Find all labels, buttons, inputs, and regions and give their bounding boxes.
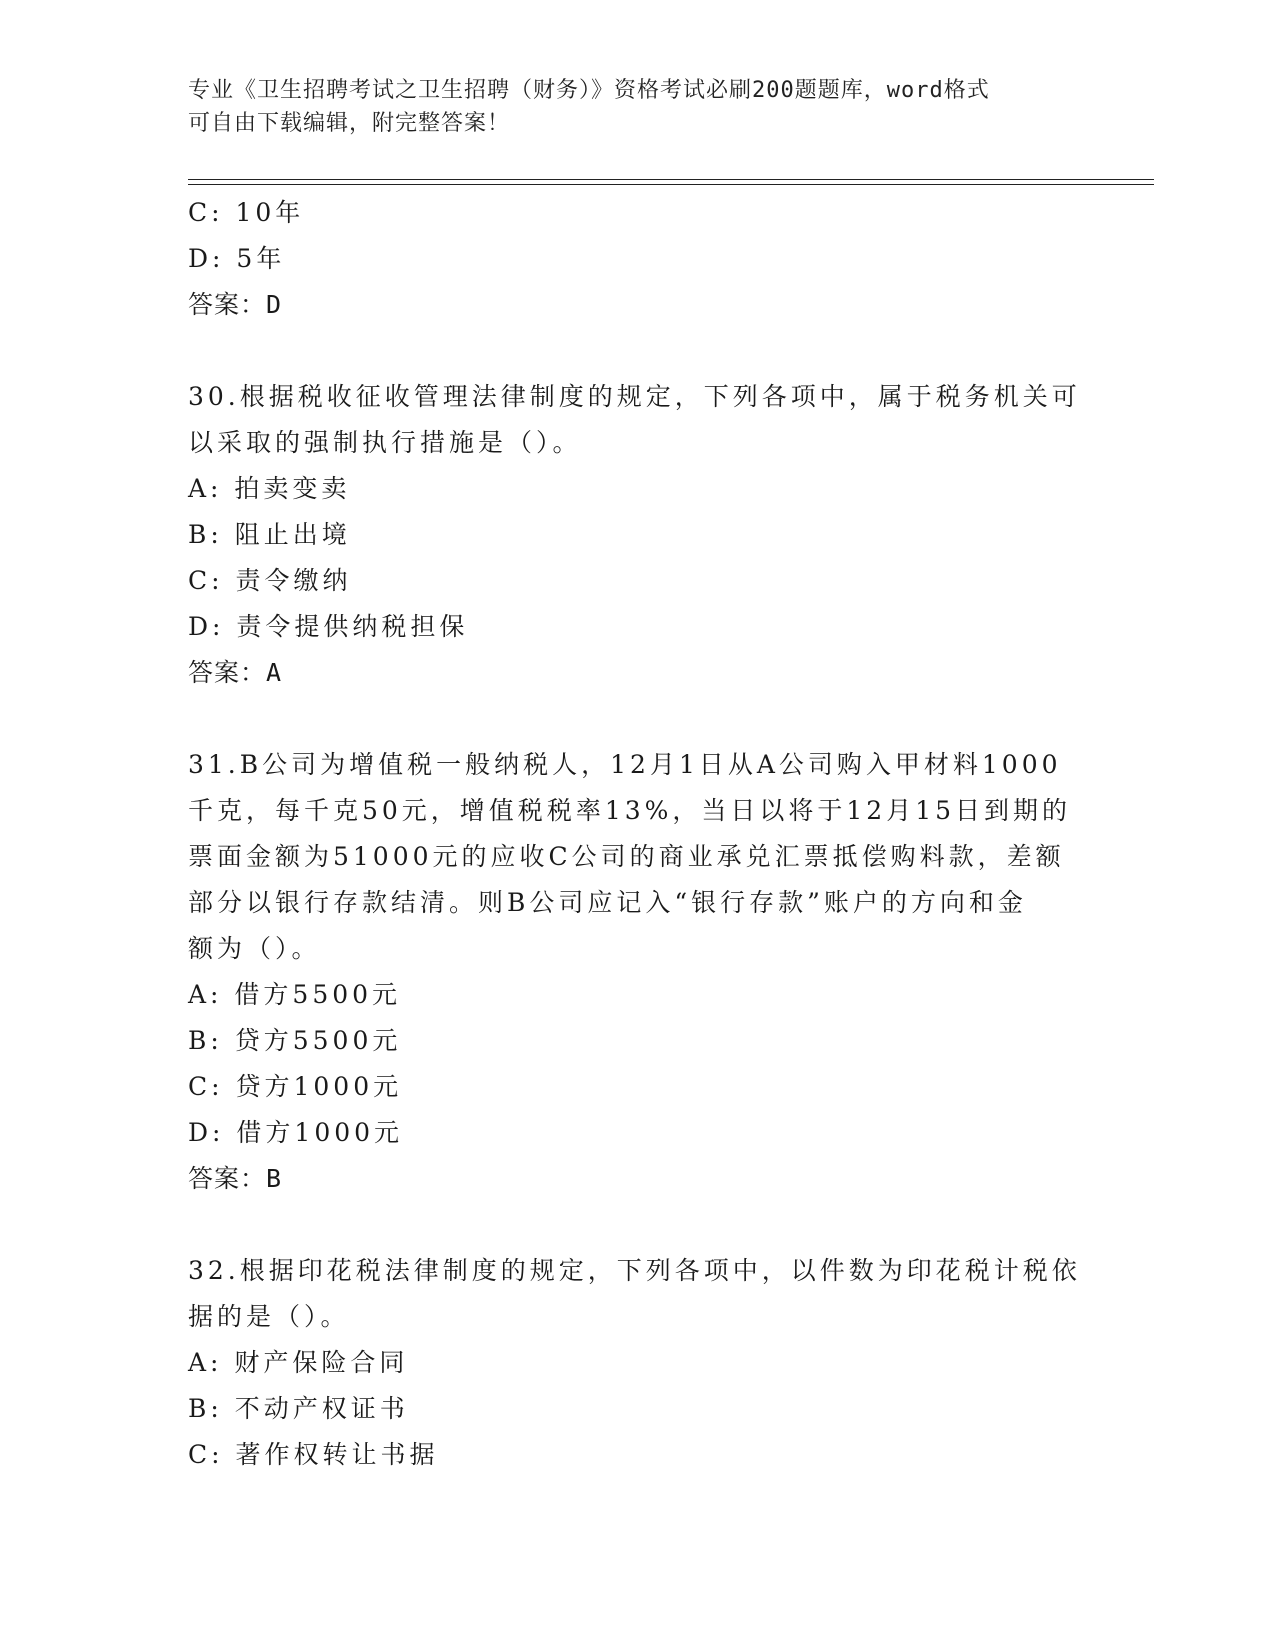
- header-title-line-2: 可自由下载编辑，附完整答案！: [188, 111, 511, 136]
- option-c: C: 责令缴纳: [188, 566, 352, 595]
- option-b: B: 贷方5500元: [188, 1026, 402, 1055]
- question-stem-line: 额为（）。: [188, 934, 321, 963]
- option-a: A: 借方5500元: [188, 980, 402, 1009]
- question-29-tail: [188, 190, 1088, 328]
- question-32: [188, 1248, 1088, 1478]
- answer-line: 答案：D: [188, 290, 283, 319]
- question-31: [188, 742, 1088, 1202]
- question-stem-line: 部分以银行存款结清。则B公司应记入“银行存款”账户的方向和金: [188, 888, 1027, 917]
- option-c: C: 著作权转让书据: [188, 1440, 439, 1469]
- spacer: [188, 328, 1088, 374]
- option-d: D: 5年: [188, 244, 286, 273]
- question-stem-line: 千克，每千克50元，增值税税率13%，当日以将于12月15日到期的: [188, 796, 1072, 825]
- option-d: D: 责令提供纳税担保: [188, 612, 469, 641]
- option-c: C: 10年: [188, 198, 305, 227]
- answer-line: 答案：B: [188, 1164, 283, 1193]
- header-divider-top: [188, 179, 1154, 180]
- option-d: D: 借方1000元: [188, 1118, 404, 1147]
- header-title-line-1: 专业《卫生招聘考试之卫生招聘（财务）》资格考试必刷200题题库，word格式: [188, 78, 990, 103]
- question-stem-line: 据的是（）。: [188, 1302, 350, 1331]
- option-a: A: 财产保险合同: [188, 1348, 409, 1377]
- question-30: [188, 374, 1088, 696]
- question-content: [188, 190, 1088, 1478]
- spacer: [188, 1202, 1088, 1248]
- question-stem-line: 票面金额为51000元的应收C公司的商业承兑汇票抵偿购料款，差额: [188, 842, 1065, 871]
- question-stem-line: 30.根据税收征收管理法律制度的规定，下列各项中，属于税务机关可: [188, 382, 1081, 411]
- option-c: C: 贷方1000元: [188, 1072, 403, 1101]
- question-stem-line: 32.根据印花税法律制度的规定，下列各项中，以件数为印花税计税依: [188, 1256, 1081, 1285]
- option-b: B: 阻止出境: [188, 520, 351, 549]
- header-divider-bottom: [188, 184, 1154, 185]
- option-a: A: 拍卖变卖: [188, 474, 351, 503]
- answer-line: 答案：A: [188, 658, 283, 687]
- question-stem-line: 以采取的强制执行措施是（）。: [188, 428, 582, 457]
- question-stem-line: 31.B公司为增值税一般纳税人，12月1日从A公司购入甲材料1000: [188, 750, 1062, 779]
- spacer: [188, 696, 1088, 742]
- page-header: [188, 74, 1088, 140]
- option-b: B: 不动产权证书: [188, 1394, 409, 1423]
